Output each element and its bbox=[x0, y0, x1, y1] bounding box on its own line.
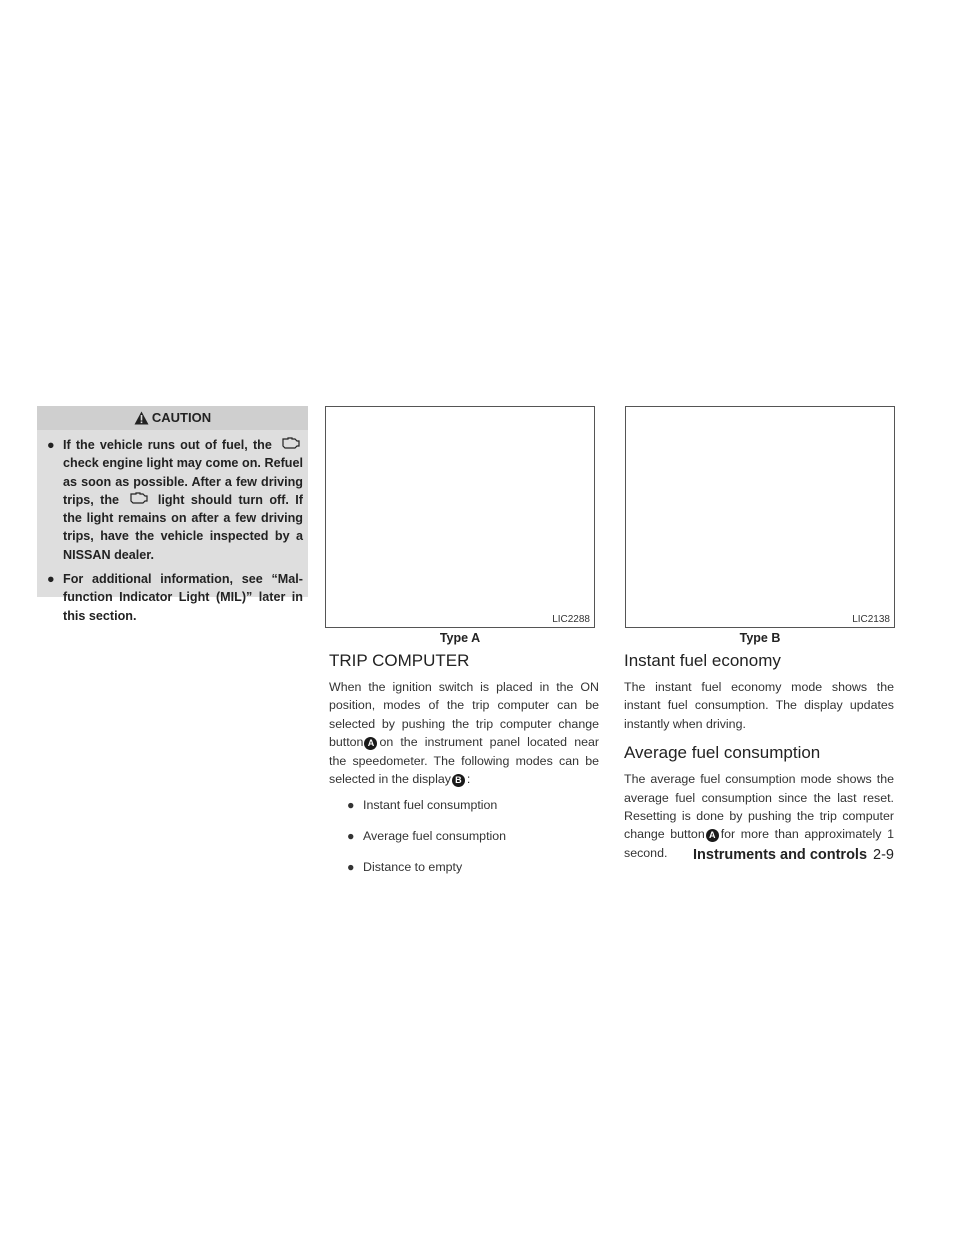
trip-computer-section bbox=[329, 650, 599, 889]
mode-list bbox=[329, 796, 599, 876]
mode-label: Instant fuel consumption bbox=[363, 798, 498, 813]
trip-text: : bbox=[466, 772, 471, 787]
figure-id: LIC2288 bbox=[552, 614, 590, 625]
caution-item bbox=[47, 436, 303, 564]
fuel-economy-section bbox=[624, 650, 894, 862]
bullet-icon: ● bbox=[47, 572, 55, 587]
mode-label: Distance to empty bbox=[363, 860, 463, 875]
caution-item1-c: light should turn off. If the light remains on after a few driving trips, have the vehicle inspected by a NISSAN dealer. bbox=[63, 492, 304, 562]
list-item bbox=[329, 827, 599, 845]
bullet-icon: ● bbox=[347, 829, 355, 844]
trip-paragraph bbox=[329, 678, 599, 788]
section-heading: Average fuel consumption bbox=[624, 743, 821, 763]
average-text: for more than approximately 1 second. bbox=[624, 827, 894, 860]
bullet-icon: ● bbox=[47, 438, 55, 452]
list-item bbox=[329, 796, 599, 814]
instant-paragraph: The instant fuel economy mode shows the instant fuel consumption. The display updates instantly when driving. bbox=[624, 680, 894, 731]
caution-item2: For additional information, see “Mal-function Indicator Light (MIL)” later in this section. bbox=[63, 572, 303, 623]
marker-a-icon: A bbox=[706, 829, 719, 842]
caution-header bbox=[37, 406, 308, 430]
section-heading: TRIP COMPUTER bbox=[329, 651, 470, 670]
bullet-icon: ● bbox=[347, 860, 355, 875]
caution-box bbox=[37, 406, 308, 623]
marker-a-icon: A bbox=[364, 737, 377, 750]
trip-text: on the instrument panel located near the speedometer. The following modes can be selected in the display bbox=[329, 735, 599, 787]
check-engine-icon bbox=[279, 437, 301, 450]
caution-item1-a: If the vehicle runs out of fuel, the bbox=[63, 438, 272, 452]
caution-heading: CAUTION bbox=[151, 410, 212, 425]
warning-icon bbox=[134, 411, 149, 425]
figure-caption: Type B bbox=[739, 631, 781, 645]
figure-id: LIC2138 bbox=[852, 614, 890, 625]
page-footer bbox=[693, 847, 894, 863]
section-heading: Instant fuel economy bbox=[624, 651, 781, 670]
caution-item bbox=[47, 570, 303, 625]
mode-label: Average fuel consumption bbox=[363, 829, 507, 844]
average-text: The average fuel consumption mode shows the average fuel consumption since the last reset. Resetting is done by pushing the trip computer change button bbox=[624, 772, 894, 842]
figure-type-a bbox=[325, 406, 595, 628]
figure-type-b bbox=[625, 406, 895, 628]
marker-b-icon: B bbox=[452, 774, 465, 787]
trip-text: When the ignition switch is placed in the ON position, modes of the trip computer can be selected by pushing the trip computer change button bbox=[329, 680, 599, 750]
page-number: 2-9 bbox=[873, 847, 894, 863]
figure-caption: Type A bbox=[439, 631, 481, 645]
list-item bbox=[329, 858, 599, 876]
footer-section: Instruments and controls bbox=[693, 847, 868, 863]
caution-item1-b: check engine light may come on. Refuel as soon as possible. After a few driving trips, the bbox=[63, 456, 303, 507]
bullet-icon: ● bbox=[347, 798, 355, 813]
check-engine-icon bbox=[127, 492, 149, 505]
caution-body bbox=[47, 436, 303, 631]
